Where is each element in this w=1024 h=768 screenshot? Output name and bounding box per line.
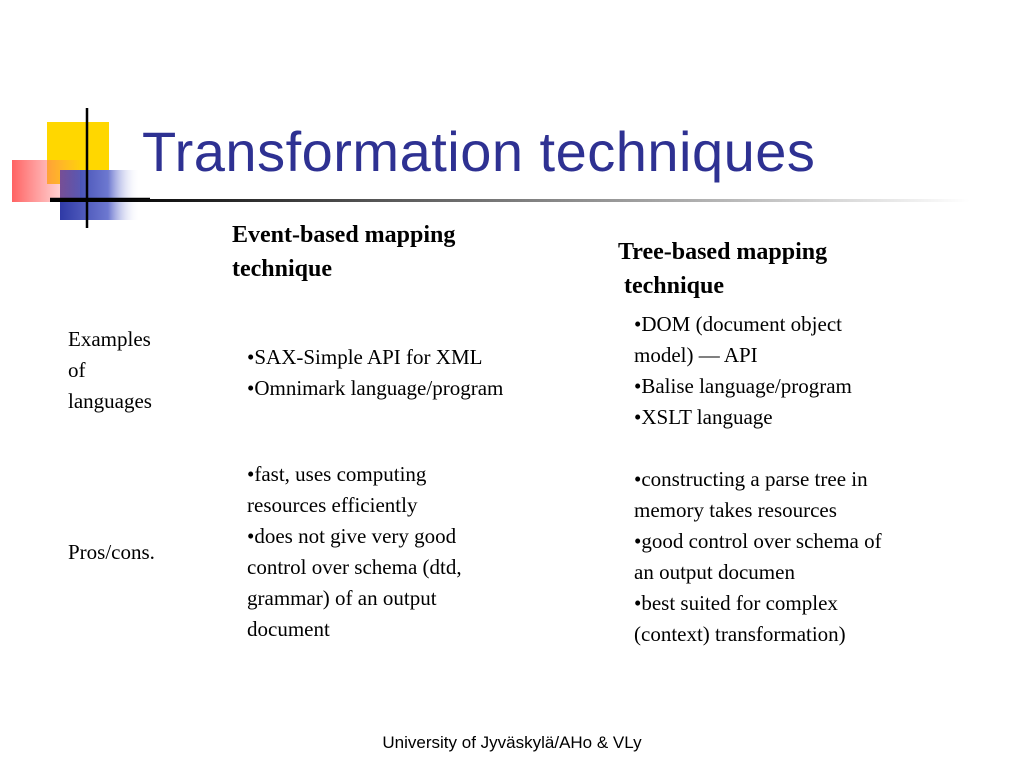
bullet-item: •SAX-Simple API for XML [247,345,483,369]
bullet-item: an output documen [634,560,795,584]
bullet-item: •Omnimark language/program [247,376,504,400]
bullet-item: grammar) of an output [247,586,437,610]
column-header-event-line2: technique [232,256,333,282]
bullet-item: (context) transformation) [634,622,846,646]
title-divider [50,199,970,202]
bullet-item: •XSLT language [634,405,773,429]
cell-pros-tree [634,464,882,650]
bullet-item: •constructing a parse tree in [634,467,868,491]
row-label-examples [68,324,152,417]
bullet-item: document [247,617,330,641]
bullet-item: •good control over schema of [634,529,882,553]
column-header-tree [618,235,827,303]
cell-examples-event [247,342,503,404]
column-header-event-line1: Event-based mapping [232,222,456,248]
bullet-item: resources efficiently [247,493,418,517]
cell-examples-tree [634,309,852,433]
red-square [12,160,80,202]
decorative-logo [0,100,150,240]
row-label-line: of [68,358,86,382]
bullet-item: •Balise language/program [634,374,852,398]
row-label-line: Examples [68,327,151,351]
column-header-event [232,218,455,286]
cell-pros-event [247,459,462,645]
bullet-item: •does not give very good [247,524,457,548]
bullet-item: memory takes resources [634,498,837,522]
bullet-item: •fast, uses computing [247,462,427,486]
bullet-item: model) — API [634,343,758,367]
bullet-item: control over schema (dtd, [247,555,462,579]
bullet-item: •best suited for complex [634,591,838,615]
slide-footer: University of Jyväskylä/AHo & VLy [382,733,642,752]
column-header-tree-line2: technique [618,273,725,299]
row-label-line: languages [68,389,152,413]
row-label-line: Pros/cons. [68,540,155,564]
row-label-pros-cons [68,537,155,568]
slide-title: Transformation techniques [142,120,816,183]
bullet-item: •DOM (document object [634,312,842,336]
column-header-tree-line1: Tree-based mapping [618,239,828,265]
